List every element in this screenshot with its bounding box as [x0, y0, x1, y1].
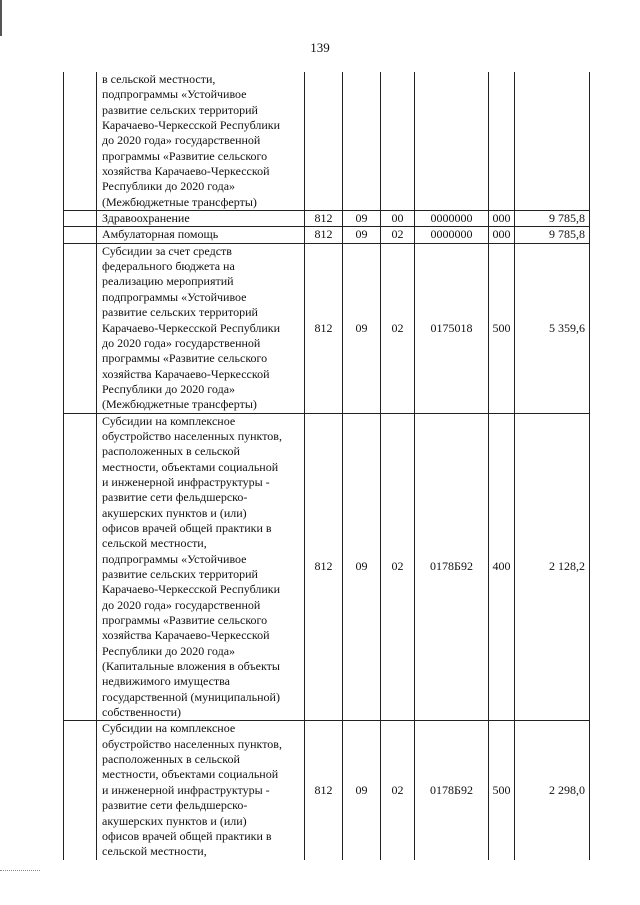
table-row	[64, 721, 590, 860]
blank-cell	[64, 721, 97, 860]
table-row	[64, 211, 590, 227]
section-code: 09	[343, 413, 381, 721]
expense-type-code	[489, 72, 515, 211]
expense-type-code: 400	[489, 413, 515, 721]
ministry-code: 812	[305, 243, 343, 413]
page-number: 139	[310, 40, 330, 55]
budget-table	[63, 72, 590, 860]
section-code: 09	[343, 211, 381, 227]
row-description: Здравоохранение	[97, 211, 305, 227]
row-description: в сельской местности, подпрограммы «Устойчивое развитие сельских территорий Карачаево-Черкесской Республики до 2020 года» государственной программы «Развитие сельского хозяйства Карачаево-Черкесской Республики до 2020 года» (Межбюджетные трансферты)	[97, 72, 305, 211]
ministry-code: 812	[305, 413, 343, 721]
subsection-code: 02	[381, 413, 415, 721]
target-article-code: 0175018	[415, 243, 489, 413]
scan-dotted-mark	[0, 870, 40, 872]
row-description: Субсидии на комплексное обустройство населенных пунктов, расположенных в сельской местности, объектами социальной и инженерной инфраструктуры - развитие сети фельдшерско- акушерских пунктов и (или) офисов врачей общей практики в сельской местности, подпрограммы «Устойчивое развитие сельских территорий Карачаево-Черкесской Республики до 2020 года» государственной программы «Развитие сельского хозяйства Карачаево-Черкесской Республики до 2020 года» (Капитальные вложения в объекты недвижимого имущества государственной (муниципальной) собственности)	[97, 413, 305, 721]
blank-cell	[64, 227, 97, 243]
subsection-code	[381, 72, 415, 211]
section-code: 09	[343, 243, 381, 413]
ministry-code: 812	[305, 721, 343, 860]
section-code: 09	[343, 227, 381, 243]
table-row	[64, 72, 590, 211]
amount-value	[515, 72, 590, 211]
ministry-code: 812	[305, 227, 343, 243]
ministry-code: 812	[305, 211, 343, 227]
expense-type-code: 000	[489, 211, 515, 227]
target-article-code: 0000000	[415, 227, 489, 243]
table-row	[64, 227, 590, 243]
blank-cell	[64, 243, 97, 413]
amount-value: 2 298,0	[515, 721, 590, 860]
blank-cell	[64, 72, 97, 211]
amount-value: 5 359,6	[515, 243, 590, 413]
target-article-code: 0178Б92	[415, 721, 489, 860]
subsection-code: 02	[381, 227, 415, 243]
amount-value: 2 128,2	[515, 413, 590, 721]
blank-cell	[64, 413, 97, 721]
subsection-code: 00	[381, 211, 415, 227]
scan-edge-mark	[0, 0, 2, 36]
table-row	[64, 413, 590, 721]
target-article-code: 0178Б92	[415, 413, 489, 721]
amount-value: 9 785,8	[515, 211, 590, 227]
expense-type-code: 500	[489, 243, 515, 413]
blank-cell	[64, 211, 97, 227]
amount-value: 9 785,8	[515, 227, 590, 243]
expense-type-code: 000	[489, 227, 515, 243]
expense-type-code: 500	[489, 721, 515, 860]
section-code	[343, 72, 381, 211]
table-row	[64, 243, 590, 413]
section-code: 09	[343, 721, 381, 860]
row-description: Амбулаторная помощь	[97, 227, 305, 243]
target-article-code: 0000000	[415, 211, 489, 227]
ministry-code	[305, 72, 343, 211]
subsection-code: 02	[381, 243, 415, 413]
row-description: Субсидии на комплексное обустройство населенных пунктов, расположенных в сельской местности, объектами социальной и инженерной инфраструктуры - развитие сети фельдшерско- акушерских пунктов и (или) офисов врачей общей практики в сельской местности,	[97, 721, 305, 860]
subsection-code: 02	[381, 721, 415, 860]
target-article-code	[415, 72, 489, 211]
row-description: Субсидии за счет средств федерального бюджета на реализацию мероприятий подпрограммы «Устойчивое развитие сельских территорий Карачаево-Черкесской Республики до 2020 года» государственной программы «Развитие сельского хозяйства Карачаево-Черкесской Республики до 2020 года» (Межбюджетные трансферты)	[97, 243, 305, 413]
